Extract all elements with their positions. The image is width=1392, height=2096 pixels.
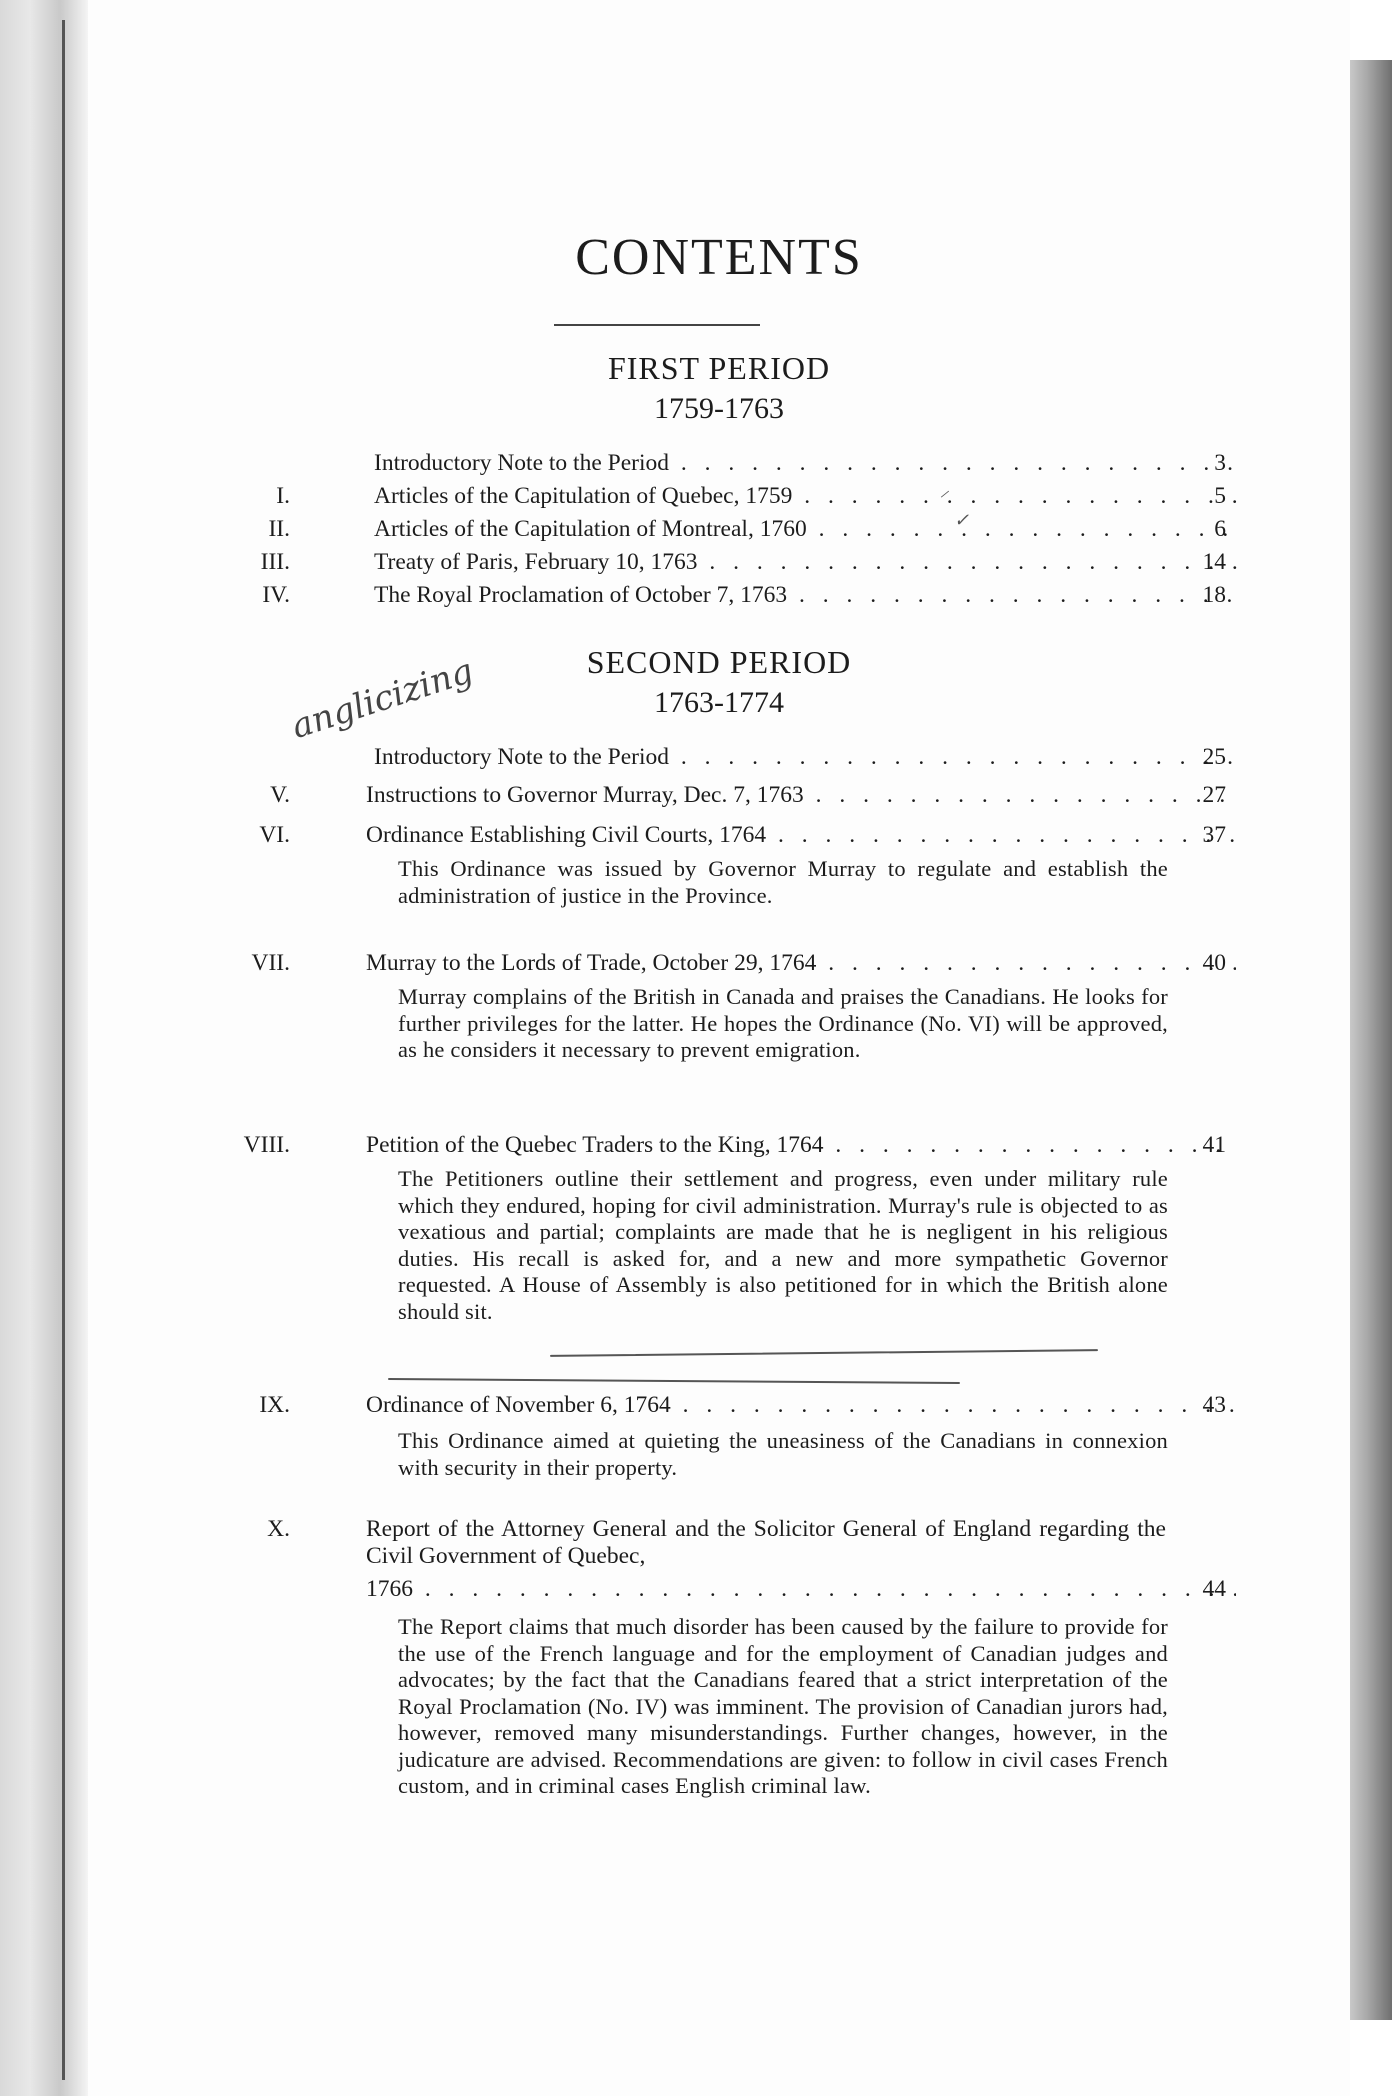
entry-page: 44 bbox=[1202, 1576, 1226, 1602]
entry-title: Murray to the Lords of Trade, October 29, 1764 . . . bbox=[366, 950, 1236, 977]
entry-number: IV. bbox=[262, 582, 290, 608]
entry-page: 6 bbox=[1214, 516, 1226, 542]
entry-title: Treaty of Paris, February 10, 1763 . . . bbox=[374, 549, 1244, 576]
entry-page: 14 bbox=[1202, 549, 1226, 575]
page-stack-edge bbox=[1350, 60, 1392, 2020]
entry-page: 37 bbox=[1202, 822, 1226, 848]
entry-number: X. bbox=[267, 1516, 290, 1542]
entry-number: VII. bbox=[251, 950, 290, 976]
pencil-underline bbox=[550, 1349, 1098, 1357]
entry-number: III. bbox=[260, 549, 290, 575]
entry-title: Introductory Note to the Period . . . bbox=[374, 744, 1244, 771]
entry-number: VI. bbox=[259, 822, 290, 848]
book-gutter bbox=[0, 0, 88, 2096]
entry-page: 25 bbox=[1202, 744, 1226, 770]
pencil-check-mark: ⸝ bbox=[940, 480, 949, 500]
entry-number: IX. bbox=[259, 1392, 290, 1418]
gutter-shadow-line bbox=[62, 20, 65, 2080]
entry-description: The Petitioners outline their settlement and progress, even under military rule which they endured, hoping for civil administration. Murray's rule is objected to as vexatious and partial; complaints are made that he is negligent in his religious duties. His recall is asked for, and a new and more sympathetic Governor requested. A House of Assembly is also petitioned for in which the British alone should sit. bbox=[398, 1166, 1168, 1324]
entry-title: The Royal Proclamation of October 7, 1763 . . . bbox=[374, 582, 1244, 609]
entry-page: 41 bbox=[1202, 1132, 1226, 1158]
entry-title: Ordinance Establishing Civil Courts, 1764 . . . bbox=[366, 822, 1236, 849]
second-period-years: 1763-1774 bbox=[654, 686, 784, 719]
first-period-years: 1759-1763 bbox=[654, 392, 784, 425]
title-rule bbox=[554, 324, 760, 326]
entry-number: I. bbox=[276, 483, 290, 509]
handwritten-margin-note: anglicizing bbox=[286, 650, 479, 748]
entry-title: Instructions to Governor Murray, Dec. 7, 1763 . . . bbox=[366, 782, 1236, 809]
page-title: CONTENTS bbox=[575, 229, 863, 286]
entry-number: V. bbox=[270, 782, 290, 808]
entry-title: 1766 . . . bbox=[366, 1576, 1236, 1603]
entry-title: Introductory Note to the Period . . . bbox=[374, 450, 1244, 477]
entry-page: 18 bbox=[1202, 582, 1226, 608]
entry-page: 27 bbox=[1202, 782, 1226, 808]
entry-description: Murray complains of the British in Canada and praises the Canadians. He looks for further privileges for the latter. He hopes the Ordinance (No. VI) will be approved, as he considers it necessary to prevent emigration. bbox=[398, 984, 1168, 1062]
second-period-title: SECOND PERIOD bbox=[586, 644, 852, 680]
pencil-underline bbox=[388, 1378, 960, 1384]
entry-description: This Ordinance was issued by Governor Murray to regulate and establish the administration of justice in the Province. bbox=[398, 856, 1168, 908]
entry-description: This Ordinance aimed at quieting the uneasiness of the Canadians in connexion with security in their property. bbox=[398, 1428, 1168, 1480]
first-period-title: FIRST PERIOD bbox=[607, 350, 831, 386]
entry-page: 3 bbox=[1214, 450, 1226, 476]
entry-title: Articles of the Capitulation of Montreal, 1760 . . . bbox=[374, 516, 1244, 543]
entry-title: Petition of the Quebec Traders to the King, 1764 . . . bbox=[366, 1132, 1236, 1159]
entry-page: 5 bbox=[1214, 483, 1226, 509]
entry-description: The Report claims that much disorder has been caused by the failure to provide for the use of the French language and for the employment of Canadian judges and advocates; by the fact that the Canadians feared that a strict interpretation of the Royal Proclamation (No. IV) was imminent. The provision of Canadian jurors had, however, removed many misunderstandings. Further changes, however, in the judicature are advised. Recommendations are given: to follow in civil cases French custom, and in criminal cases English criminal law. bbox=[398, 1614, 1168, 1798]
entry-title: Articles of the Capitulation of Quebec, 1759 . . . bbox=[374, 483, 1244, 510]
entry-title-multiline: Report of the Attorney General and the Solicitor General of England regarding the Civil Government of Quebec, bbox=[366, 1516, 1166, 1569]
entry-number: II. bbox=[268, 516, 290, 542]
contents-page bbox=[88, 0, 1350, 2096]
entry-title: Ordinance of November 6, 1764 . . . bbox=[366, 1392, 1236, 1419]
pencil-check-mark: ✓ bbox=[954, 510, 970, 530]
entry-page: 43 bbox=[1202, 1392, 1226, 1418]
entry-number: VIII. bbox=[243, 1132, 290, 1158]
entry-page: 40 bbox=[1202, 950, 1226, 976]
